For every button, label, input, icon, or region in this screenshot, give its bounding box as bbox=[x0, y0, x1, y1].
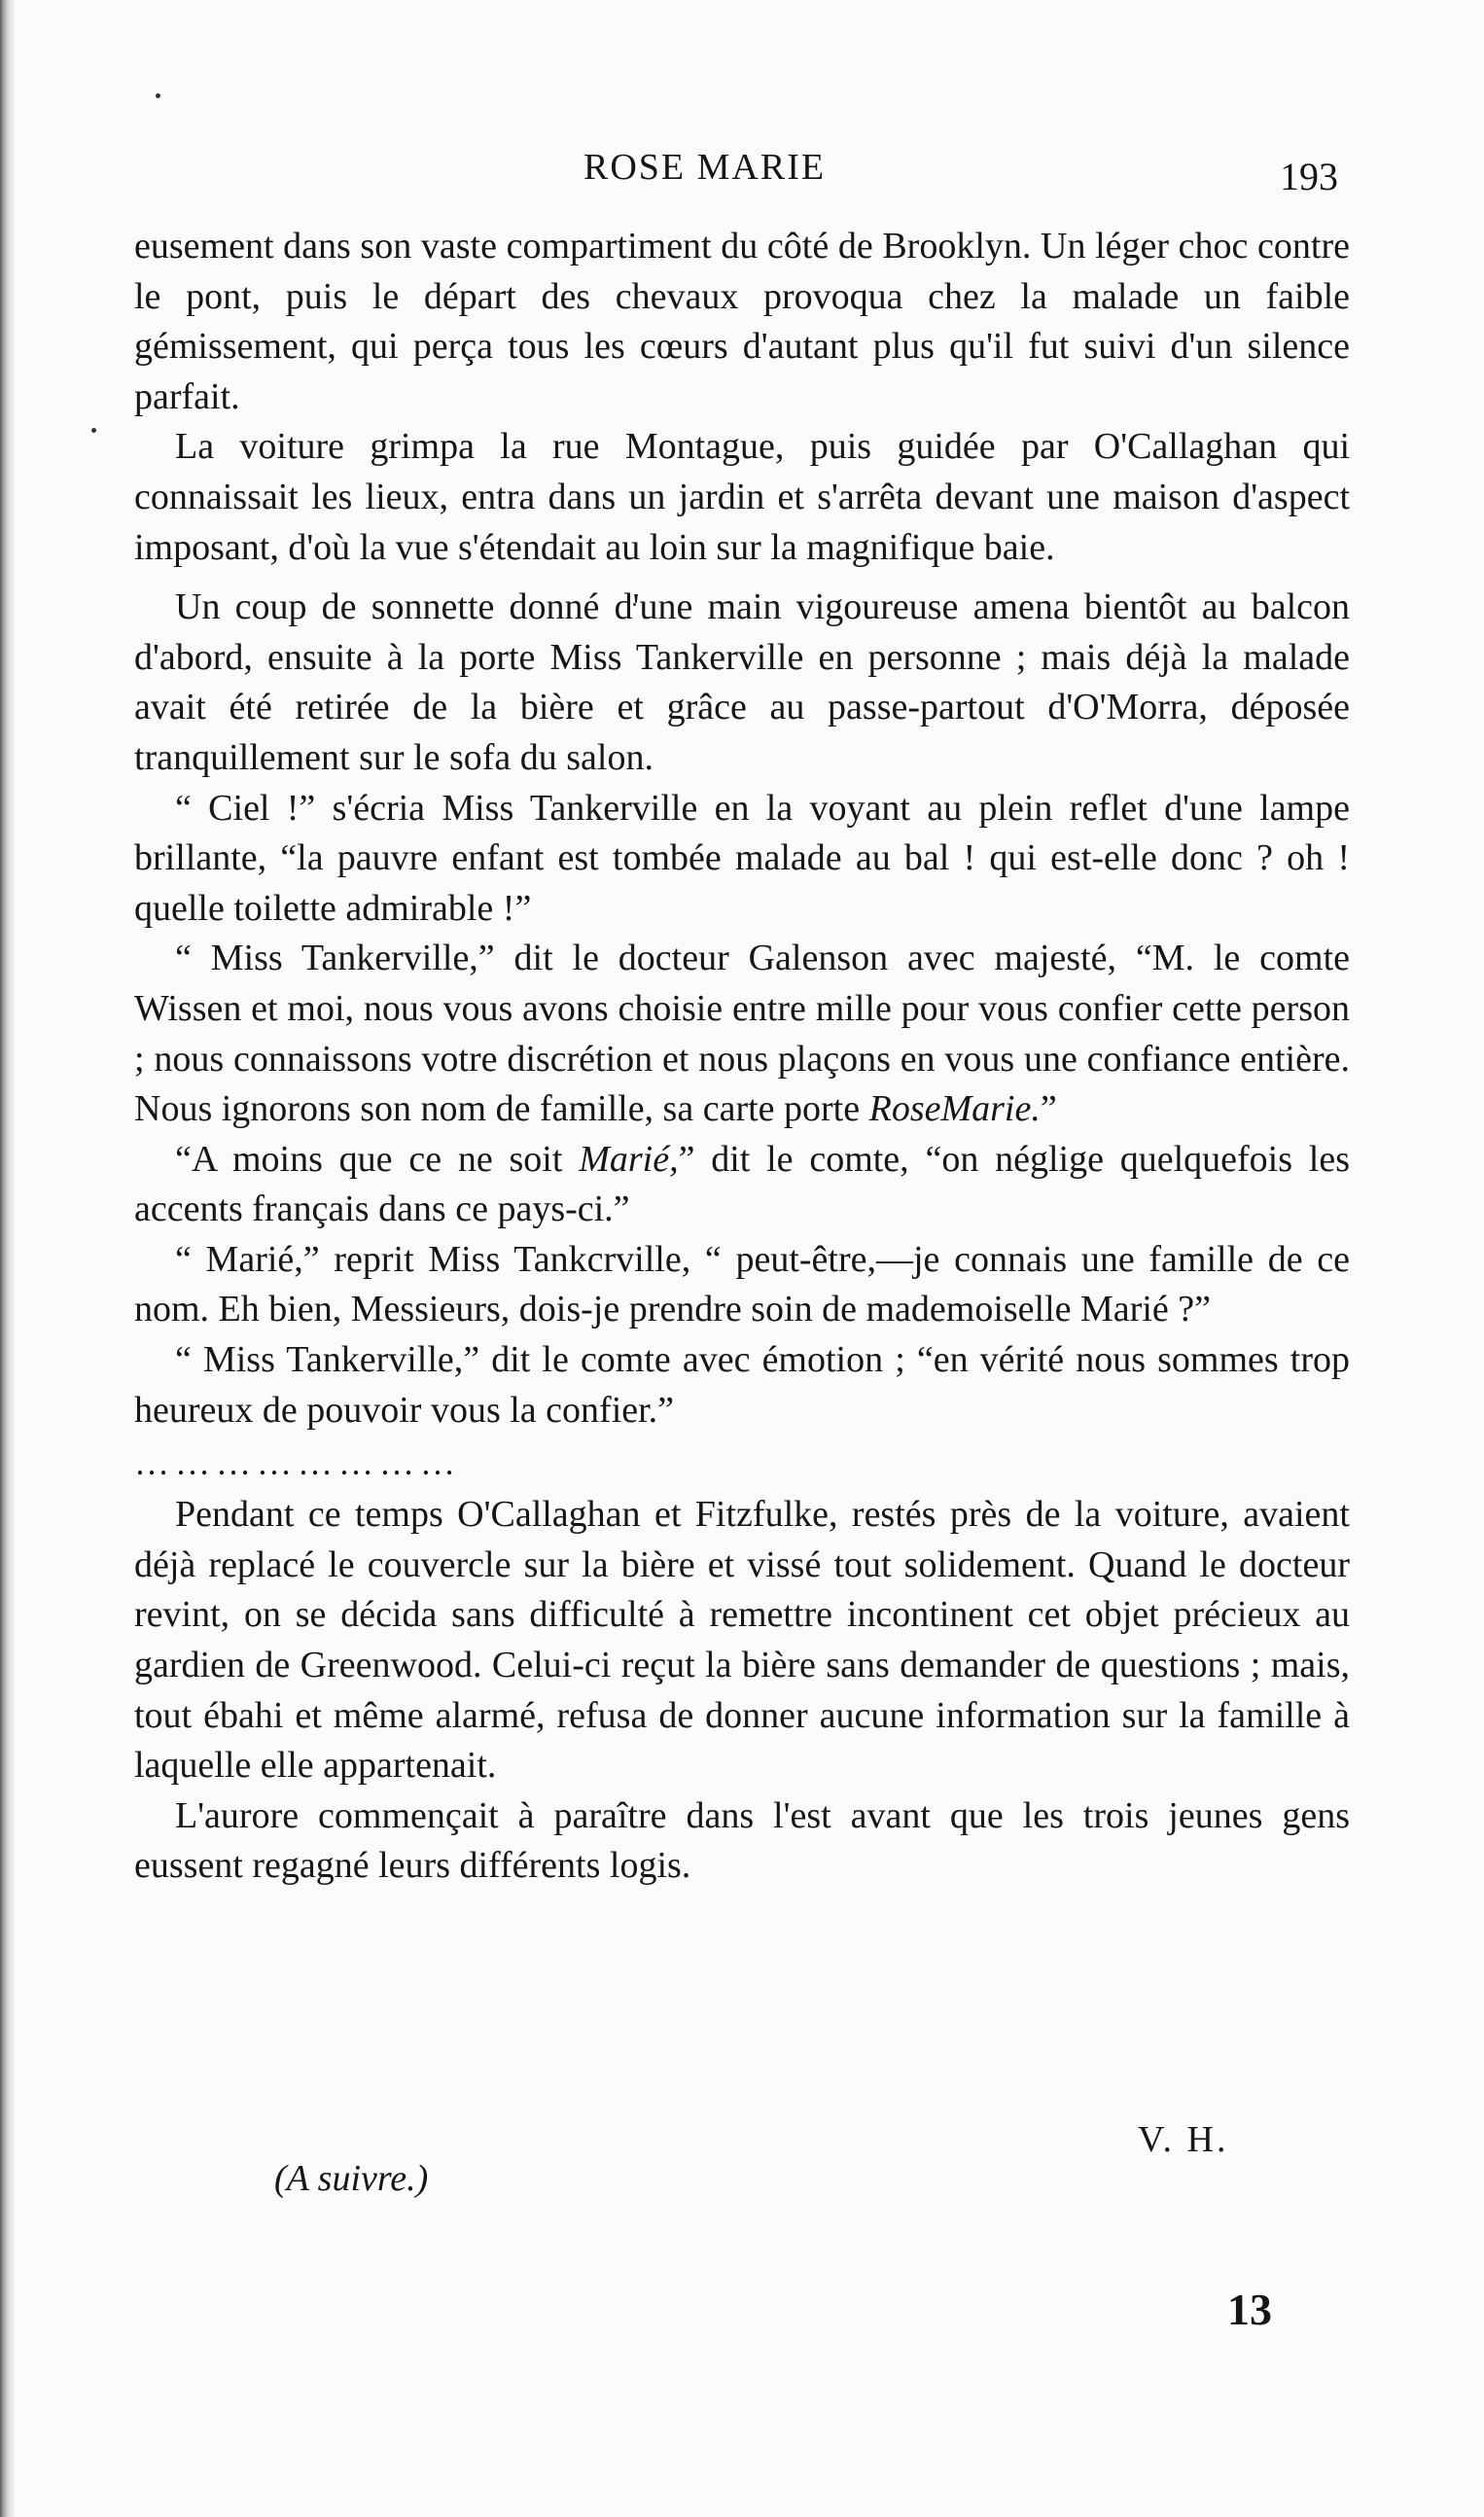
paragraph-text: “ Miss Tankerville,” dit le docteur Galenson avec majesté, “M. le comte Wissen et moi, nous vous avons choisie entre mille pour vous confier cette person ; nous connaissons votre discrétion et nous plaçons en vous une confiance entière. Nous ignorons son nom de famille, sa carte porte bbox=[134, 938, 1350, 1130]
paragraph-text: “A moins que ce ne soit bbox=[175, 1138, 563, 1180]
paragraph: Pendant ce temps O'Callaghan et Fitzfulke, restés près de la voiture, avaient déjà replacé le couvercle sur la bière et vissé tout solidement. Quand le docteur revint, on se décida sans difficulté à remettre incontinent cet objet précieux au gardien de Greenwood. Celui-ci reçut la bière sans demander de questions ; mais, tout ébahi et même alarmé, refusa de donner aucune information sur la famille à laquelle elle appartenait. bbox=[134, 1494, 1350, 1787]
paragraph: Un coup de sonnette donné d'une main vigoureuse amena bientôt au balcon d'abord, ensuite à la porte Miss Tankerville en personne ; mais déjà la malade avait été retirée de la bière et grâce au passe-partout d'O'Morra, déposée tranquillement sur le sofa du salon. bbox=[134, 586, 1350, 778]
paragraph: “ Marié,” reprit Miss Tankcrville, “ peut-être,—je connais une famille de ce nom. Eh bien, Messieurs, dois-je prendre soin de mademoiselle Marié ?” bbox=[134, 1238, 1350, 1330]
paragraph: L'aurore commençait à paraître dans l'est avant que les trois jeunes gens eussent regagné leurs différents logis. bbox=[134, 1794, 1350, 1887]
paragraph: La voiture grimpa la rue Montague, puis guidée par O'Callaghan qui connaissait les lieux, entra dans un jardin et s'arrêta devant une maison d'aspect imposant, d'où la vue s'étendait au loin sur la magnifique baie. bbox=[134, 426, 1350, 568]
marie-word: Marié, bbox=[579, 1138, 679, 1180]
paragraph: eusement dans son vaste compartiment du côté de Brooklyn. Un léger choc contre le pont, puis le départ des chevaux provoqua chez la malade un faible gémissement, qui perça tous les cœurs d'autant plus qu'il fut suivi d'un silence parfait. bbox=[134, 226, 1350, 417]
card-name: RoseMarie. bbox=[868, 1088, 1041, 1130]
paragraph-text: ” dit le comte, “on néglige quelquefois les accents français dans ce pays-ci.” bbox=[134, 1138, 1351, 1230]
author-initials: V. H. bbox=[1138, 2119, 1229, 2160]
quote-close: ” bbox=[1040, 1088, 1057, 1130]
scan-speck bbox=[91, 428, 96, 433]
binding-edge bbox=[0, 0, 16, 2517]
to-be-continued: (A suivre.) bbox=[274, 2158, 429, 2199]
scan-speck bbox=[156, 93, 160, 98]
paragraph: “ Ciel !” s'écria Miss Tankerville en la voyant au plein reflet d'une lampe brillante, “la pauvre enfant est tombée malade au bal ! qui est-elle donc ? oh ! quelle toilette admirable !” bbox=[134, 787, 1350, 929]
section-break: …………………… bbox=[134, 1443, 461, 1483]
paragraph bbox=[134, 1135, 1350, 1235]
signature-mark: 13 bbox=[1227, 2285, 1272, 2334]
body-text bbox=[134, 222, 1350, 1892]
page-number: 193 bbox=[1280, 155, 1338, 198]
running-head: ROSE MARIE bbox=[583, 147, 827, 188]
paragraph bbox=[134, 934, 1350, 1134]
paragraph: “ Miss Tankerville,” dit le comte avec émotion ; “en vérité nous sommes trop heureux de pouvoir vous la confier.” bbox=[134, 1339, 1350, 1431]
